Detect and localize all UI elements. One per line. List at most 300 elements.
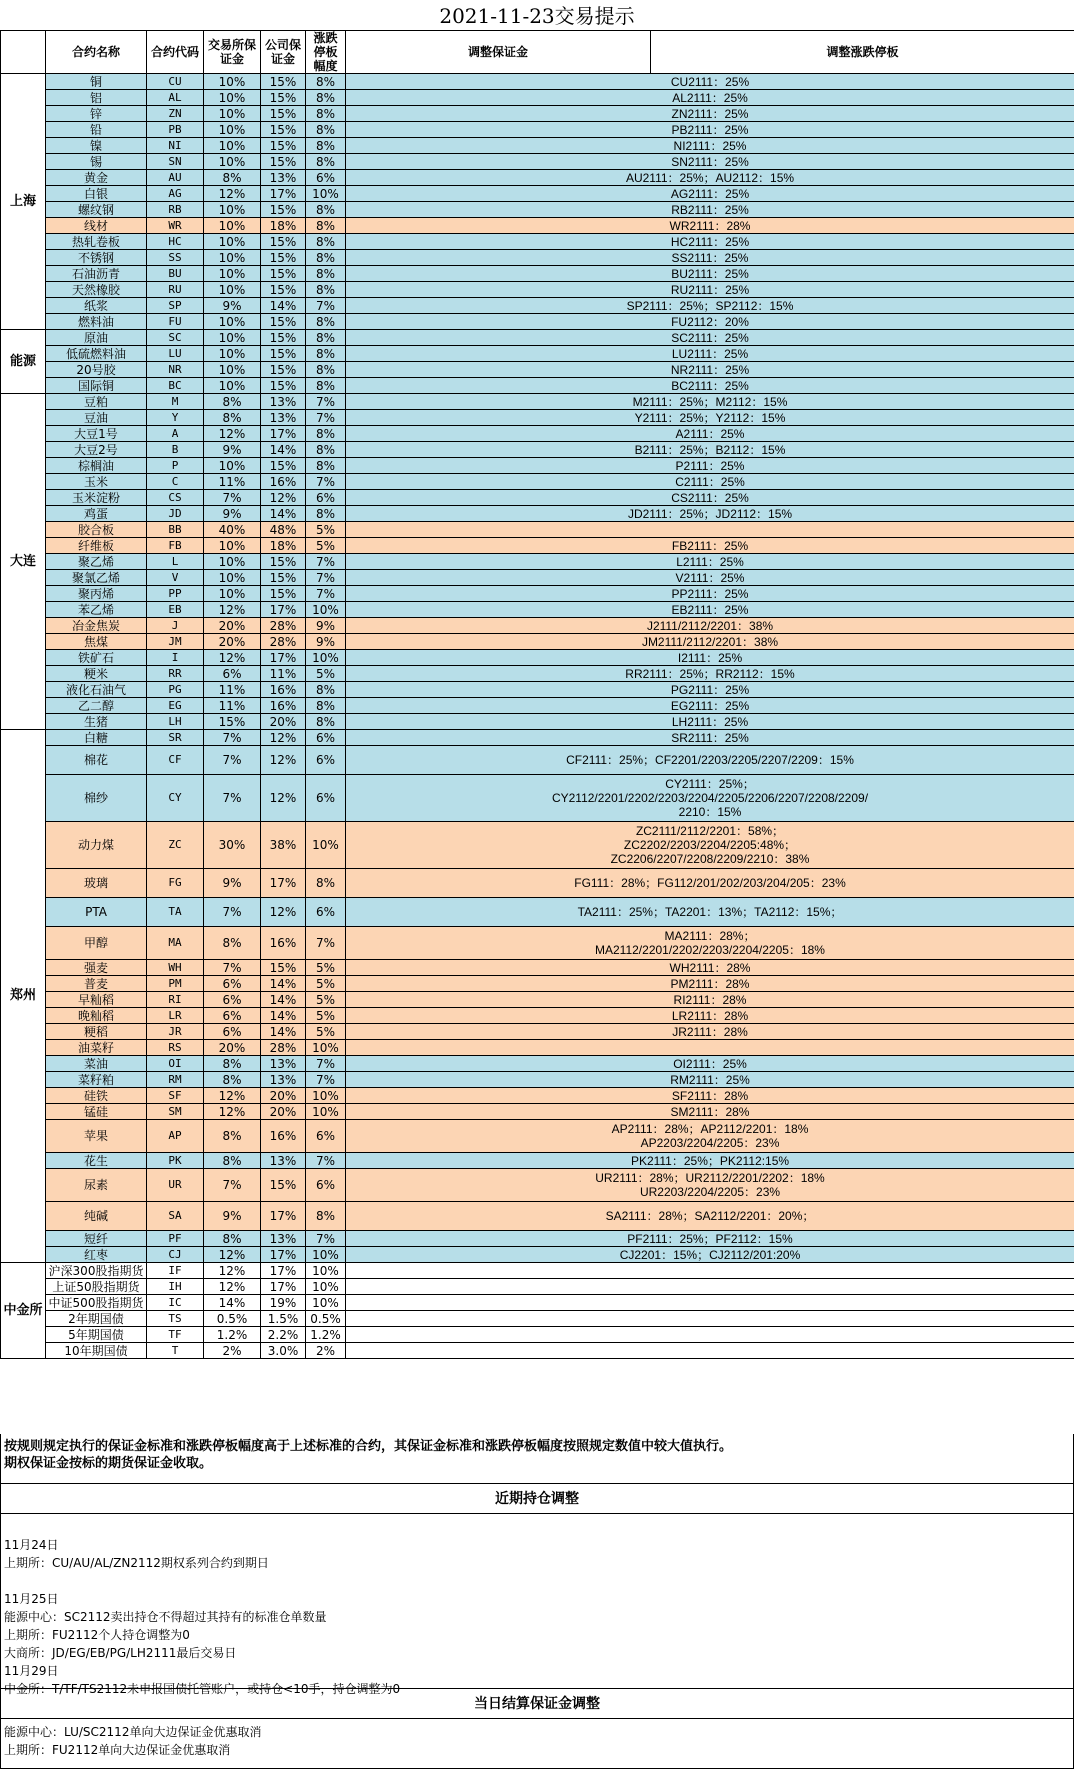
contract-name: 石油沥青 <box>46 266 147 282</box>
company-margin: 20% <box>261 1104 306 1120</box>
table-row <box>1 976 1074 992</box>
company-margin: 12% <box>261 898 306 927</box>
table-row <box>1 570 1074 586</box>
contract-code: RR <box>147 666 204 682</box>
exchange-margin: 7% <box>204 490 261 506</box>
price-limit: 5% <box>306 666 346 682</box>
company-margin: 12% <box>261 490 306 506</box>
table-row <box>1 218 1074 234</box>
company-margin: 15% <box>261 202 306 218</box>
price-limit: 8% <box>306 122 346 138</box>
company-margin: 18% <box>261 218 306 234</box>
adjusted-margin: BU2111：25% <box>346 266 1074 282</box>
adjusted-margin: SS2111：25% <box>346 250 1074 266</box>
company-margin: 3.0% <box>261 1343 306 1359</box>
adjusted-margin: LR2111：28% <box>346 1008 1074 1024</box>
contract-name: 菜籽粕 <box>46 1072 147 1088</box>
contract-name: 聚丙烯 <box>46 586 147 602</box>
contract-name: 铝 <box>46 90 147 106</box>
table-row <box>1 666 1074 682</box>
exchange-margin: 6% <box>204 992 261 1008</box>
contract-name: 热轧卷板 <box>46 234 147 250</box>
company-margin: 14% <box>261 506 306 522</box>
table-row <box>1 618 1074 634</box>
contract-name: 动力煤 <box>46 822 147 869</box>
contract-code: V <box>147 570 204 586</box>
exchange-margin: 11% <box>204 474 261 490</box>
contract-name: 苹果 <box>46 1120 147 1153</box>
company-margin: 15% <box>261 458 306 474</box>
exchange-margin: 12% <box>204 602 261 618</box>
contract-name: 白糖 <box>46 730 147 746</box>
contract-name: 铜 <box>46 74 147 90</box>
contract-code: PB <box>147 122 204 138</box>
contract-name: 豆粕 <box>46 394 147 410</box>
exchange-margin: 1.2% <box>204 1327 261 1343</box>
company-margin: 1.5% <box>261 1311 306 1327</box>
price-limit: 7% <box>306 586 346 602</box>
price-limit: 10% <box>306 650 346 666</box>
company-margin: 17% <box>261 186 306 202</box>
exchange-margin: 11% <box>204 698 261 714</box>
price-limit: 2% <box>306 1343 346 1359</box>
position-line <box>4 1518 1070 1536</box>
price-limit: 5% <box>306 960 346 976</box>
price-limit: 10% <box>306 1088 346 1104</box>
exchange-margin: 12% <box>204 1279 261 1295</box>
adjusted-margin: NR2111：25% <box>346 362 1074 378</box>
contract-code: T <box>147 1343 204 1359</box>
contract-name: 玻璃 <box>46 869 147 898</box>
exchange-margin: 10% <box>204 106 261 122</box>
company-margin: 17% <box>261 1279 306 1295</box>
rule-note-line: 期权保证金按标的期货保证金收取。 <box>4 1455 1070 1472</box>
table-row <box>1 458 1074 474</box>
contract-code: JM <box>147 634 204 650</box>
adjusted-margin: SF2111：28% <box>346 1088 1074 1104</box>
company-margin: 19% <box>261 1295 306 1311</box>
adjusted-margin: RB2111：25% <box>346 202 1074 218</box>
adjusted-margin: MA2111：28%； MA2112/2201/2202/2203/2204/2205：18% <box>346 927 1074 960</box>
table-row <box>1 522 1074 538</box>
adjusted-margin: WH2111：28% <box>346 960 1074 976</box>
table-row <box>1 927 1074 960</box>
company-margin: 14% <box>261 1024 306 1040</box>
exchange-margin: 10% <box>204 282 261 298</box>
adjusted-margin: SN2111：25% <box>346 154 1074 170</box>
exchange-margin: 6% <box>204 976 261 992</box>
exchange-margin: 8% <box>204 170 261 186</box>
contract-code: RM <box>147 1072 204 1088</box>
adjusted-margin: PB2111：25% <box>346 122 1074 138</box>
price-limit: 8% <box>306 282 346 298</box>
company-margin: 12% <box>261 746 306 775</box>
contract-name: 菜油 <box>46 1056 147 1072</box>
contract-name: 红枣 <box>46 1247 147 1263</box>
adjusted-margin: CF2111：25%；CF2201/2203/2205/2207/2209：15% <box>346 746 1074 775</box>
table-row <box>1 490 1074 506</box>
price-limit: 8% <box>306 202 346 218</box>
contract-code: PG <box>147 682 204 698</box>
contract-code: SM <box>147 1104 204 1120</box>
company-margin: 14% <box>261 976 306 992</box>
contract-code: CU <box>147 74 204 90</box>
company-margin: 28% <box>261 1040 306 1056</box>
settlement-margin-list <box>0 1719 1074 1769</box>
contract-name: 锰硅 <box>46 1104 147 1120</box>
table-row <box>1 869 1074 898</box>
table-row <box>1 282 1074 298</box>
contract-code: JD <box>147 506 204 522</box>
contract-code: SR <box>147 730 204 746</box>
table-row <box>1 170 1074 186</box>
adjusted-margin <box>346 522 1074 538</box>
rule-note <box>0 1434 1074 1484</box>
table-row <box>1 992 1074 1008</box>
company-margin: 13% <box>261 1153 306 1169</box>
table-row <box>1 746 1074 775</box>
contract-name: 液化石油气 <box>46 682 147 698</box>
company-margin: 15% <box>261 154 306 170</box>
adjusted-margin: I2111：25% <box>346 650 1074 666</box>
price-limit: 8% <box>306 458 346 474</box>
position-date: 11月25日 <box>4 1590 1070 1608</box>
company-margin: 17% <box>261 426 306 442</box>
exchange-margin: 10% <box>204 330 261 346</box>
adjusted-margin: Y2111：25%；Y2112：15% <box>346 410 1074 426</box>
adjusted-margin <box>346 1263 1074 1279</box>
adjusted-margin: CY2111：25%； CY2112/2201/2202/2203/2204/2205/2206/2207/2208/2209/ 2210：15% <box>346 775 1074 822</box>
table-row <box>1 1104 1074 1120</box>
price-limit: 10% <box>306 1263 346 1279</box>
price-limit: 8% <box>306 714 346 730</box>
contract-name: 国际铜 <box>46 378 147 394</box>
table-row <box>1 90 1074 106</box>
adjusted-margin: AL2111：25% <box>346 90 1074 106</box>
table-row <box>1 1247 1074 1263</box>
price-limit: 8% <box>306 1202 346 1231</box>
table-row <box>1 1327 1074 1343</box>
adjusted-margin: PM2111：28% <box>346 976 1074 992</box>
exchange-margin: 10% <box>204 122 261 138</box>
contract-name: 锌 <box>46 106 147 122</box>
table-row <box>1 554 1074 570</box>
table-row <box>1 1008 1074 1024</box>
adjusted-margin: LH2111：25% <box>346 714 1074 730</box>
price-limit: 8% <box>306 869 346 898</box>
contract-name: 白银 <box>46 186 147 202</box>
table-row <box>1 1072 1074 1088</box>
contract-code: PF <box>147 1231 204 1247</box>
company-margin: 20% <box>261 1088 306 1104</box>
contract-name: 聚乙烯 <box>46 554 147 570</box>
header-contract-name: 合约名称 <box>46 31 147 74</box>
contract-name: 甲醇 <box>46 927 147 960</box>
adjusted-margin: ZN2111：25% <box>346 106 1074 122</box>
rule-note-line: 按规则规定执行的保证金标准和涨跌停板幅度高于上述标准的合约，其保证金标准和涨跌停板幅度按照规定数值中较大值执行。 <box>4 1438 1070 1455</box>
exchange-margin: 7% <box>204 1169 261 1202</box>
contract-code: PM <box>147 976 204 992</box>
table-row <box>1 202 1074 218</box>
exchange-margin: 9% <box>204 1202 261 1231</box>
contract-name: 粳米 <box>46 666 147 682</box>
table-row <box>1 586 1074 602</box>
table-row <box>1 442 1074 458</box>
contract-code: WR <box>147 218 204 234</box>
position-line: 能源中心：SC2112卖出持仓不得超过其持有的标准仓单数量 <box>4 1608 1070 1626</box>
table-row <box>1 330 1074 346</box>
adjusted-margin: HC2111：25% <box>346 234 1074 250</box>
table-row <box>1 650 1074 666</box>
adjusted-margin: RU2111：25% <box>346 282 1074 298</box>
table-row <box>1 186 1074 202</box>
company-margin: 14% <box>261 442 306 458</box>
exchange-margin: 6% <box>204 666 261 682</box>
contract-name: PTA <box>46 898 147 927</box>
contract-name: 纯碱 <box>46 1202 147 1231</box>
page-title: 2021-11-23交易提示 <box>0 0 1074 30</box>
adjusted-margin <box>346 1327 1074 1343</box>
table-row <box>1 298 1074 314</box>
table-header-row <box>1 31 1074 74</box>
price-limit: 7% <box>306 570 346 586</box>
price-limit: 8% <box>306 90 346 106</box>
adjusted-margin: JR2111：28% <box>346 1024 1074 1040</box>
exchange-margin: 10% <box>204 250 261 266</box>
contract-code: SP <box>147 298 204 314</box>
price-limit: 10% <box>306 1104 346 1120</box>
contract-code: EG <box>147 698 204 714</box>
table-row <box>1 898 1074 927</box>
exchange-margin: 9% <box>204 506 261 522</box>
table-row <box>1 346 1074 362</box>
adjusted-margin: FU2112：20% <box>346 314 1074 330</box>
header-contract-code: 合约代码 <box>147 31 204 74</box>
price-limit: 7% <box>306 394 346 410</box>
adjusted-margin: LU2111：25% <box>346 346 1074 362</box>
price-limit: 8% <box>306 218 346 234</box>
contract-name: 棉纱 <box>46 775 147 822</box>
adjusted-margin: PK2111：25%；PK2112:15% <box>346 1153 1074 1169</box>
table-row <box>1 960 1074 976</box>
position-adjust-title: 近期持仓调整 <box>0 1484 1074 1514</box>
price-limit: 8% <box>306 682 346 698</box>
position-line: 大商所：JD/EG/EB/PG/LH2111最后交易日 <box>4 1644 1070 1662</box>
adjusted-margin: AG2111：25% <box>346 186 1074 202</box>
company-margin: 17% <box>261 1263 306 1279</box>
price-limit: 8% <box>306 362 346 378</box>
header-company-margin: 公司保证金 <box>261 31 306 74</box>
contract-name: 胶合板 <box>46 522 147 538</box>
company-margin: 15% <box>261 1169 306 1202</box>
table-row <box>1 602 1074 618</box>
contract-code: BU <box>147 266 204 282</box>
contract-code: SC <box>147 330 204 346</box>
table-body <box>1 74 1074 1359</box>
header-exchange <box>1 31 46 74</box>
table-row <box>1 1088 1074 1104</box>
position-line <box>4 1572 1070 1590</box>
contract-name: 聚氯乙烯 <box>46 570 147 586</box>
table-row <box>1 730 1074 746</box>
table-row <box>1 106 1074 122</box>
contract-code: NI <box>147 138 204 154</box>
adjusted-margin: BC2111：25% <box>346 378 1074 394</box>
contract-name: 尿素 <box>46 1169 147 1202</box>
contract-name: 2年期国债 <box>46 1311 147 1327</box>
contract-name: 天然橡胶 <box>46 282 147 298</box>
contract-code: A <box>147 426 204 442</box>
price-limit: 8% <box>306 74 346 90</box>
price-limit: 8% <box>306 138 346 154</box>
price-limit: 10% <box>306 186 346 202</box>
table-row <box>1 410 1074 426</box>
table-row <box>1 1040 1074 1056</box>
exchange-margin: 8% <box>204 927 261 960</box>
contract-code: TF <box>147 1327 204 1343</box>
contract-name: 强麦 <box>46 960 147 976</box>
exchange-margin: 10% <box>204 202 261 218</box>
contract-name: 20号胶 <box>46 362 147 378</box>
company-margin: 12% <box>261 775 306 822</box>
exchange-margin: 12% <box>204 1263 261 1279</box>
table-row <box>1 1295 1074 1311</box>
company-margin: 14% <box>261 1008 306 1024</box>
adjusted-margin: B2111：25%；B2112：15% <box>346 442 1074 458</box>
contract-code: BC <box>147 378 204 394</box>
exchange-margin: 10% <box>204 570 261 586</box>
adjusted-margin: A2111：25% <box>346 426 1074 442</box>
adjusted-margin: FG111：28%；FG112/201/202/203/204/205：23% <box>346 869 1074 898</box>
adjusted-margin: CS2111：25% <box>346 490 1074 506</box>
contract-code: CF <box>147 746 204 775</box>
price-limit: 8% <box>306 442 346 458</box>
adjusted-margin <box>346 1343 1074 1359</box>
adjusted-margin: UR2111：28%；UR2112/2201/2202：18% UR2203/2204/2205：23% <box>346 1169 1074 1202</box>
table-row <box>1 138 1074 154</box>
table-row <box>1 250 1074 266</box>
exchange-margin: 10% <box>204 458 261 474</box>
contract-name: 玉米淀粉 <box>46 490 147 506</box>
contract-code: J <box>147 618 204 634</box>
price-limit: 7% <box>306 1231 346 1247</box>
exchange-margin: 10% <box>204 362 261 378</box>
contract-code: WH <box>147 960 204 976</box>
price-limit: 8% <box>306 250 346 266</box>
exchange-margin: 0.5% <box>204 1311 261 1327</box>
exchange-margin: 12% <box>204 1088 261 1104</box>
company-margin: 16% <box>261 1120 306 1153</box>
contract-code: L <box>147 554 204 570</box>
price-limit: 6% <box>306 746 346 775</box>
company-margin: 15% <box>261 250 306 266</box>
table-row <box>1 378 1074 394</box>
price-limit: 9% <box>306 618 346 634</box>
contract-name: 不锈钢 <box>46 250 147 266</box>
adjusted-margin: OI2111：25% <box>346 1056 1074 1072</box>
contract-name: 鸡蛋 <box>46 506 147 522</box>
adjusted-margin: SA2111：28%；SA2112/2201：20%； <box>346 1202 1074 1231</box>
exchange-margin: 7% <box>204 898 261 927</box>
price-limit: 7% <box>306 554 346 570</box>
contract-name: 镍 <box>46 138 147 154</box>
company-margin: 13% <box>261 1231 306 1247</box>
contract-code: AU <box>147 170 204 186</box>
adjusted-margin: RR2111：25%；RR2112：15% <box>346 666 1074 682</box>
price-limit: 5% <box>306 1008 346 1024</box>
contract-name: 螺纹钢 <box>46 202 147 218</box>
company-margin: 15% <box>261 330 306 346</box>
adjusted-margin: PF2111：25%；PF2112：15% <box>346 1231 1074 1247</box>
price-limit: 7% <box>306 1072 346 1088</box>
contract-code: SA <box>147 1202 204 1231</box>
contract-code: AG <box>147 186 204 202</box>
company-margin: 15% <box>261 234 306 250</box>
company-margin: 13% <box>261 170 306 186</box>
adjusted-margin: SM2111：28% <box>346 1104 1074 1120</box>
position-date: 11月24日 <box>4 1536 1070 1554</box>
exchange-margin: 10% <box>204 554 261 570</box>
table-row <box>1 234 1074 250</box>
company-margin: 15% <box>261 570 306 586</box>
contract-name: 生猪 <box>46 714 147 730</box>
header-adjusted-limit: 调整涨跌停板 <box>651 31 1074 74</box>
exchange-margin: 6% <box>204 1008 261 1024</box>
contract-code: FG <box>147 869 204 898</box>
contract-code: C <box>147 474 204 490</box>
price-limit: 10% <box>306 1279 346 1295</box>
company-margin: 17% <box>261 650 306 666</box>
contract-code: SS <box>147 250 204 266</box>
exchange-margin: 8% <box>204 1231 261 1247</box>
price-limit: 6% <box>306 775 346 822</box>
position-line: 上期所：FU2112个人持仓调整为0 <box>4 1626 1070 1644</box>
table-row <box>1 698 1074 714</box>
header-price-limit: 涨跌停板幅度 <box>306 31 346 74</box>
contract-code: PK <box>147 1153 204 1169</box>
price-limit: 6% <box>306 490 346 506</box>
table-row <box>1 1231 1074 1247</box>
contract-name: 上证50股指期货 <box>46 1279 147 1295</box>
contract-name: 大豆2号 <box>46 442 147 458</box>
exchange-margin: 40% <box>204 522 261 538</box>
contract-code: LU <box>147 346 204 362</box>
contract-code: IH <box>147 1279 204 1295</box>
table-row <box>1 1120 1074 1153</box>
exchange-margin: 7% <box>204 960 261 976</box>
exchange-margin: 8% <box>204 394 261 410</box>
contract-name: 硅铁 <box>46 1088 147 1104</box>
company-margin: 28% <box>261 634 306 650</box>
contract-code: SF <box>147 1088 204 1104</box>
price-limit: 10% <box>306 1247 346 1263</box>
adjusted-margin: CU2111：25% <box>346 74 1074 90</box>
contract-code: ZC <box>147 822 204 869</box>
contract-name: 早籼稻 <box>46 992 147 1008</box>
exchange-margin: 8% <box>204 1120 261 1153</box>
exchange-margin: 10% <box>204 218 261 234</box>
adjusted-margin: AU2111：25%；AU2112：15% <box>346 170 1074 186</box>
contract-name: 黄金 <box>46 170 147 186</box>
contract-code: LR <box>147 1008 204 1024</box>
company-margin: 20% <box>261 714 306 730</box>
contract-name: 冶金焦炭 <box>46 618 147 634</box>
contract-name: 普麦 <box>46 976 147 992</box>
company-margin: 13% <box>261 1056 306 1072</box>
price-limit: 10% <box>306 1040 346 1056</box>
exchange-margin: 7% <box>204 730 261 746</box>
price-limit: 10% <box>306 602 346 618</box>
